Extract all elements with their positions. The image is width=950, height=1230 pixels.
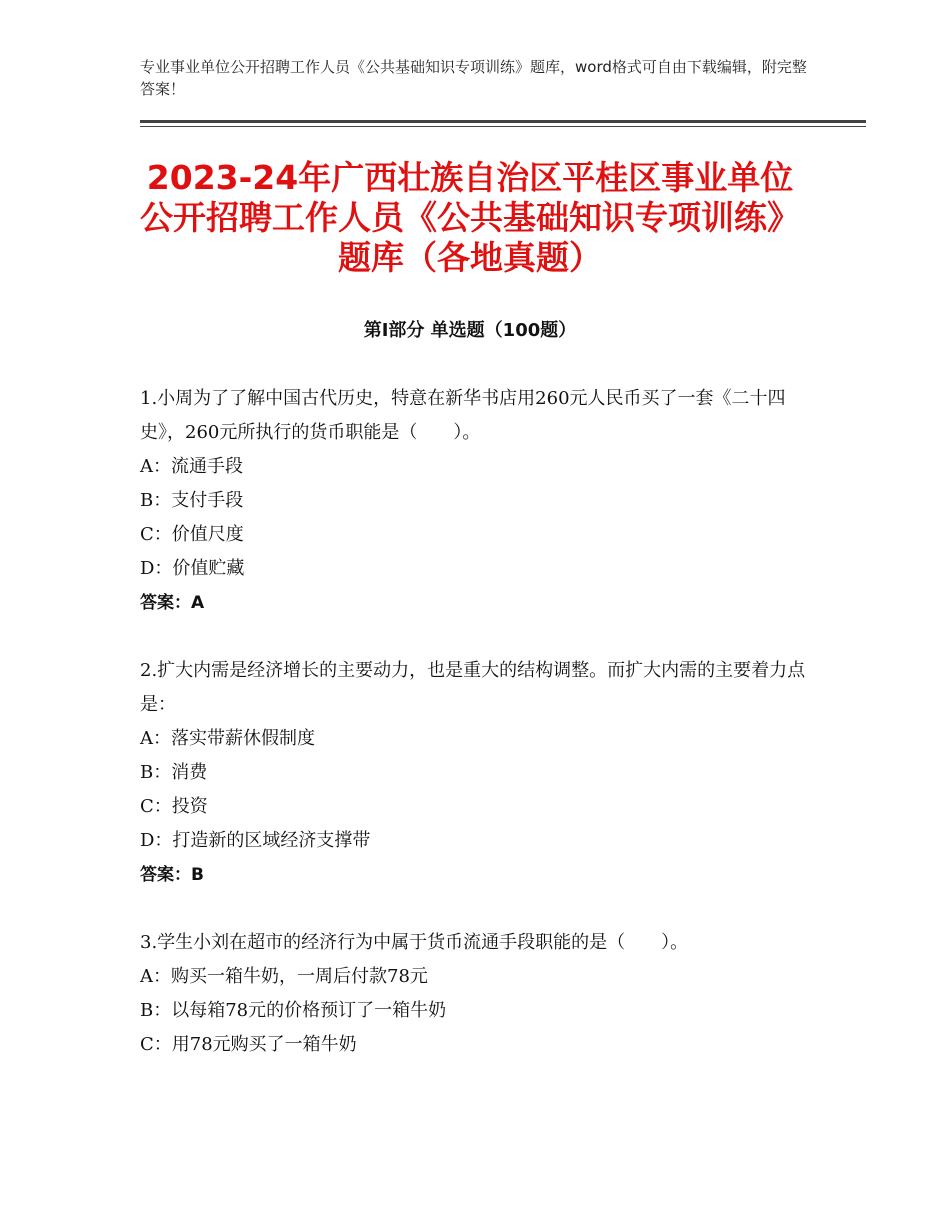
document-title: 2023-24年广西壮族自治区平桂区事业单位公开招聘工作人员《公共基础知识专项训练》题库（各地真题） bbox=[140, 158, 800, 277]
question-3 bbox=[140, 926, 820, 1062]
question-list bbox=[140, 382, 820, 1096]
option-a: A：落实带薪休假制度 bbox=[140, 728, 315, 749]
question-stem: 1.小周为了了解中国古代历史，特意在新华书店用260元人民币买了一套《二十四史》，260元所执行的货币职能是（ ）。 bbox=[140, 388, 786, 443]
option-a: A：流通手段 bbox=[140, 456, 243, 477]
option-c: C：价值尺度 bbox=[140, 524, 244, 545]
question-stem: 2.扩大内需是经济增长的主要动力，也是重大的结构调整。而扩大内需的主要着力点是： bbox=[140, 660, 806, 715]
header-note: 专业事业单位公开招聘工作人员《公共基础知识专项训练》题库，word格式可自由下载编辑，附完整答案！ bbox=[140, 58, 807, 98]
option-a: A：购买一箱牛奶，一周后付款78元 bbox=[140, 966, 428, 987]
option-b: B：支付手段 bbox=[140, 490, 244, 511]
option-c: C：投资 bbox=[140, 796, 208, 817]
question-2 bbox=[140, 654, 820, 892]
option-d: D：价值贮藏 bbox=[140, 558, 245, 579]
section-title: 第Ⅰ部分 单选题（100题） bbox=[363, 320, 577, 341]
question-1 bbox=[140, 382, 820, 620]
answer: 答案：B bbox=[140, 865, 204, 885]
option-b: B：以每箱78元的价格预订了一箱牛奶 bbox=[140, 1000, 447, 1021]
option-d: D：打造新的区域经济支撑带 bbox=[140, 830, 371, 851]
question-stem: 3.学生小刘在超市的经济行为中属于货币流通手段职能的是（ ）。 bbox=[140, 932, 689, 953]
header-rule-thin bbox=[140, 126, 866, 127]
header-rule-thick bbox=[140, 120, 866, 123]
option-c: C：用78元购买了一箱牛奶 bbox=[140, 1034, 357, 1055]
option-b: B：消费 bbox=[140, 762, 208, 783]
answer: 答案：A bbox=[140, 593, 205, 613]
